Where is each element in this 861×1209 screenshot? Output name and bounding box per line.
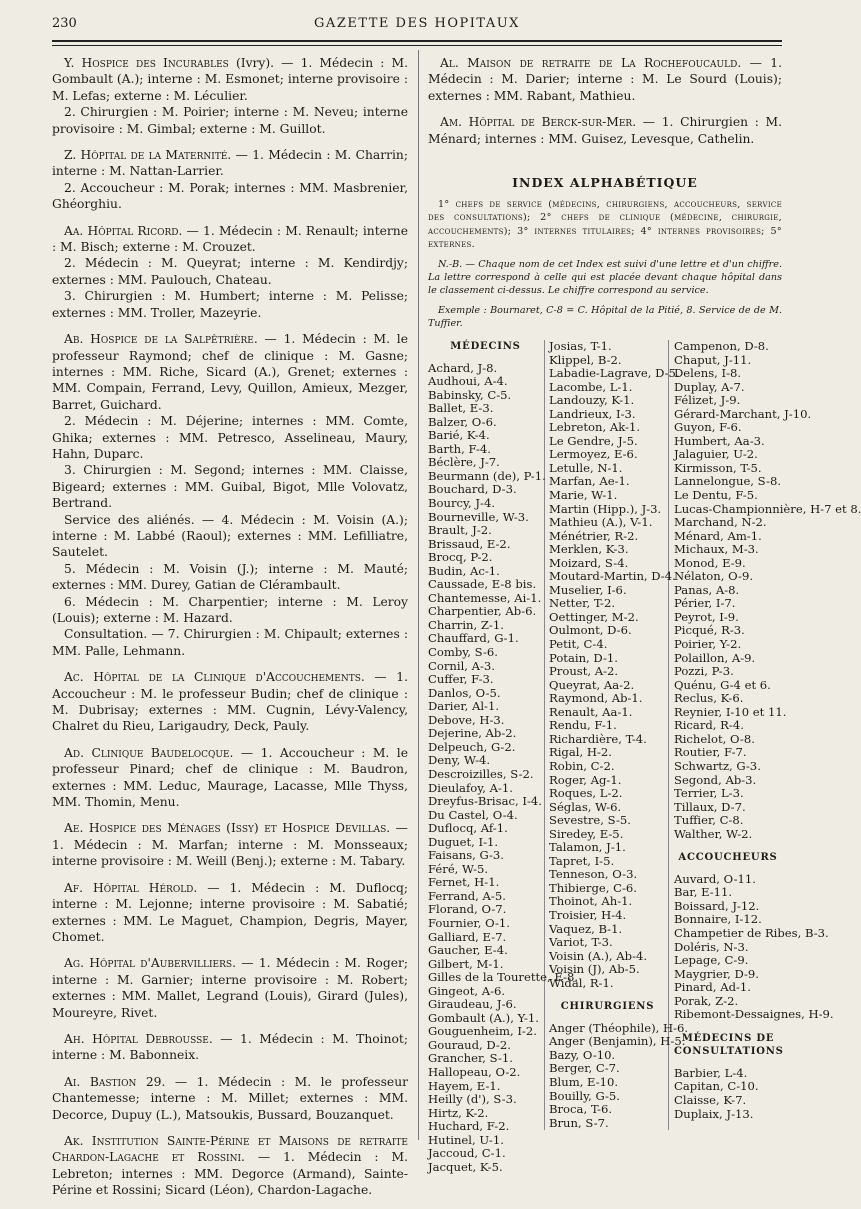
index-entry: Porak, Z-2. [674, 993, 739, 1008]
index-entry: Charrin, Z-1. [428, 617, 504, 632]
index-entry: Bazy, O-10. [549, 1047, 616, 1062]
index-entry: Renault, Aa-1. [549, 704, 633, 719]
index-entry: Duguet, I-1. [428, 834, 499, 849]
index-entry: Tuffier, C-8. [674, 813, 744, 828]
service-entry: Consultation. — 7. Chirurgien : M. Chipault; externes : MM. Palle, Lehmann. [52, 627, 408, 658]
index-entry: Tenneson, O-3. [549, 867, 638, 882]
index-entry: Muselier, I-6. [549, 582, 627, 597]
hospital-staff: . — 1. Médecin : M. le professeur Raymond; chef de clinique : M. Gasne; internes : MM. Riche, Sicard (A.), Grenet; externes : MM. Compain, Ferrand, Levy, Quillon, Amieux, Mezger, Barret, Guichard. [52, 332, 408, 412]
index-entry: Brun, S-7. [549, 1115, 609, 1130]
hospital-entry [52, 1133, 408, 1199]
index-entry: Gaucher, E-4. [428, 943, 508, 958]
index-entry: Labadie-Lagrave, D-5. [549, 366, 680, 381]
index-entry: Lepage, C-9. [674, 953, 749, 968]
index-entry: Richelot, O-8. [674, 731, 755, 746]
index-entry: Ménard, Am-1. [674, 528, 762, 543]
index-entry: Béclère, J-7. [428, 455, 500, 470]
index-entry: Brault, J-2. [428, 523, 492, 538]
index-entry: Deny, W-4. [428, 753, 491, 768]
index-entry: Panas, A-8. [674, 582, 740, 597]
index-entry: Routier, F-7. [674, 745, 747, 760]
index-entry: Duplaix, J-13. [674, 1106, 754, 1121]
index-entry: Jalaguier, U-2. [674, 447, 758, 462]
index-entry: Du Castel, O-4. [428, 807, 518, 822]
hospital-entry [52, 745, 408, 811]
index-entry: Cornil, A-3. [428, 658, 495, 673]
index-entry: Lannelongue, S-8. [674, 474, 782, 489]
index-entry: Fournier, O-1. [428, 915, 510, 930]
hospital-staff: . — 1. Médecin : M. Marfan; interne : M. Monsseaux; interne provisoire : M. Weill (Benj.); externe : M. Tabary. [52, 821, 408, 869]
index-entry: Fernet, H-1. [428, 875, 500, 890]
index-entry: Cuffer, F-3. [428, 672, 494, 687]
hospital-name: Institution Sainte-Périne et Maisons de retraite Chardon-Lagache et Rossini [52, 1133, 408, 1165]
index-entry: Polaillon, A-9. [674, 650, 756, 665]
header-rule-thick [52, 40, 782, 42]
index-entry: Huchard, F-2. [428, 1119, 510, 1134]
index-entry: Peyrot, I-9. [674, 609, 739, 624]
hospital-name: Hospice des Incurables [81, 56, 229, 70]
index-entry: Walther, W-2. [674, 826, 753, 841]
index-entry: Gilbert, M-1. [428, 956, 504, 971]
hospital-staff: . — 1. Médecin : M. Duflocq; interne : M. Lejonne; interne provisoire : M. Sabatié; externes : MM. Le Maguet, Champion, Degris, Mayer, Chomet. [52, 880, 409, 944]
index-entry: Voisin (J), Ab-5. [549, 962, 640, 977]
index-entry: Gingeot, A-6. [428, 983, 506, 998]
index-entry: Chauffard, G-1. [428, 631, 519, 646]
index-entry: Talamon, J-1. [549, 840, 626, 855]
index-entry: Letulle, N-1. [549, 460, 623, 475]
index-entry: Doléris, N-3. [674, 939, 749, 954]
hospital-name: Bastion 29 [89, 1074, 162, 1089]
index-entry: Reclus, K-6. [674, 691, 744, 706]
hospital-name: Hôpital Ricord [87, 223, 179, 238]
index-entry: Comby, S-6. [428, 645, 498, 660]
index-entry: Hutinel, U-1. [428, 1132, 504, 1147]
index-entry: Vaquez, B-1. [549, 921, 623, 936]
index-entry: Boissard, J-12. [674, 898, 760, 913]
index-entry: Duflocq, Af-1. [428, 821, 508, 836]
index-entry: Humbert, Aa-3. [674, 433, 765, 448]
index-entry: Picqué, R-3. [674, 623, 745, 638]
hospital-code: Ag. [64, 956, 90, 971]
hospital-code: Y. [64, 56, 82, 70]
index-column-3 [674, 339, 861, 1121]
hospital-code: Ac. [64, 670, 94, 685]
index-entry: Robin, C-2. [549, 758, 615, 773]
index-entry: Danlos, O-5. [428, 685, 501, 700]
index-entry: Rigal, H-2. [549, 745, 612, 760]
index-entry: Dieulafoy, A-1. [428, 780, 513, 795]
hospital-entry [52, 880, 408, 946]
index-entry: Gouguenheim, I-2. [428, 1024, 537, 1039]
index-entry: Marchand, N-2. [674, 515, 767, 530]
index-entry: Merklen, K-3. [549, 542, 629, 557]
index-category-heading: MÉDECINS DE CONSULTATIONS [674, 1032, 784, 1058]
hospital-code: Af. [64, 880, 94, 895]
header-rule-thin [52, 45, 782, 46]
index-entry: Broca, T-6. [549, 1102, 613, 1117]
index-entry: Babinsky, C-5. [428, 387, 512, 402]
index-entry: Lucas-Championnière, H-7 et 8. [674, 501, 861, 516]
hospital-name: Clinique Baudelocque [91, 745, 230, 760]
index-entry: Féré, W-5. [428, 861, 489, 876]
index-entry: Faisans, G-3. [428, 848, 504, 863]
index-entry: Bar, E-11. [674, 885, 733, 900]
index-entry: Reynier, I-10 et 11. [674, 704, 787, 719]
hospital-code: Ae. [64, 821, 89, 836]
hospital-name: Hospice de la Salpêtrière [90, 332, 254, 347]
index-entry: Michaux, M-3. [674, 542, 759, 557]
index-entry: Jaccoud, C-1. [428, 1146, 506, 1161]
hospital-code: Ah. [64, 1031, 93, 1046]
hospital-entry [52, 223, 408, 256]
index-entry: Campenon, D-8. [674, 339, 769, 353]
index-entry: Widal, R-1. [549, 975, 614, 990]
index-entry: Terrier, L-3. [674, 786, 744, 801]
index-entry: Le Gendre, J-5. [549, 433, 638, 448]
index-entry: Ferrand, A-5. [428, 888, 506, 903]
index-entry: Darier, Al-1. [428, 699, 500, 714]
index-entry: Poirier, Y-2. [674, 637, 742, 652]
index-entry: Raymond, Ab-1. [549, 691, 643, 706]
hospital-code: Aa. [64, 223, 88, 238]
running-title: GAZETTE DES HOPITAUX [314, 16, 520, 31]
index-entry: Bouilly, G-5. [549, 1088, 620, 1103]
index-entry: Monod, E-9. [674, 555, 746, 570]
index-entry: Lebreton, Ak-1. [549, 420, 641, 435]
index-entry: Netter, T-2. [549, 596, 616, 611]
index-entry: Brissaud, E-2. [428, 536, 511, 551]
index-entry: Delpeuch, G-2. [428, 739, 516, 754]
index-entry: Dejerine, Ab-2. [428, 726, 517, 741]
index-entry: Roques, L-2. [549, 786, 623, 801]
index-intro [428, 198, 782, 337]
index-entry: Ballet, E-3. [428, 401, 494, 416]
hospital-staff: . — 1. Médecin : M. le professeur Chantemesse; interne : M. Millet; externes : MM. Decorce, Dupuy (L.), Matsoukis, Bussard, Bouzanquet. [52, 1074, 408, 1122]
index-entry: Josias, T-1. [549, 339, 612, 353]
hospital-code: Ab. [64, 332, 91, 347]
index-title: INDEX ALPHABÉTIQUE [512, 175, 698, 190]
service-entry: 5. Médecin : M. Voisin (J.); interne : M. Mauté; externes : MM. Durey, Gatian de Clérambault. [52, 561, 408, 593]
column-divider [418, 50, 419, 1140]
index-entry: Lacombe, L-1. [549, 379, 633, 394]
index-entry: Galliard, E-7. [428, 929, 507, 944]
index-entry: Richardière, T-4. [549, 731, 647, 746]
service-entry: 2. Accoucheur : M. Porak; internes : MM. Masbrenier, Ghéorghiu. [52, 180, 408, 212]
index-entry: Claisse, K-7. [674, 1092, 747, 1107]
index-entry: Roger, Ag-1. [549, 772, 622, 787]
hospital-code: Ai. [64, 1074, 90, 1089]
hospital-name: Hôpital de la Clinique d'Accouchements [93, 670, 361, 685]
index-entry: Chantemesse, Ai-1. [428, 590, 542, 605]
index-entry: Sevestre, S-5. [549, 813, 631, 828]
index-entry: Thibierge, C-6. [549, 880, 637, 895]
hospital-name: Hospice des Ménages (Issy) et Hospice Devillas [88, 821, 387, 836]
index-entry: Hayem, E-1. [428, 1078, 501, 1093]
index-entry: Pozzi, P-3. [674, 664, 734, 679]
index-note: N.-B. — Chaque nom de cet Index est suivi d'une lettre et d'un chiffre. La lettre correspond à celle qui est placée devant chaque hôpital dans le classement ci-dessus. Le chiffre correspond au service. [428, 258, 782, 297]
page-header [52, 14, 782, 40]
index-entry: Descroizilles, S-2. [428, 766, 534, 781]
index-entry: Le Dentu, F-5. [674, 488, 758, 503]
hospital-name: Hôpital d'Aubervilliers [89, 956, 233, 971]
right-column-top [428, 55, 782, 157]
service-entry: 2. Chirurgien : M. Poirier; interne : M. Neveu; interne provisoire : M. Gimbal; externe : M. Guillot. [52, 105, 408, 136]
index-entry: Maygrier, D-9. [674, 966, 759, 981]
hospital-entry [428, 114, 782, 147]
index-entry: Guyon, F-6. [674, 420, 742, 435]
hospital-code: Al. [440, 56, 468, 70]
hospital-entry [52, 820, 408, 869]
hospital-name: Maison de retraite de La Rochefoucauld [467, 56, 738, 70]
index-entry: Ménétrier, R-2. [549, 528, 639, 543]
index-entry: Marie, W-1. [549, 488, 618, 503]
index-entry: Beurmann (de), P-1. [428, 468, 546, 483]
index-entry: Klippel, B-2. [549, 352, 622, 367]
hospital-staff: (Ivry). — 1. Médecin : M. Gombault (A.); interne : M. Esmonet; interne provisoire : M. Lefas; externe : M. Léculier. [52, 56, 408, 103]
index-entry: Oettinger, M-2. [549, 609, 639, 624]
page-number: 230 [52, 16, 77, 31]
index-entry: Delens, I-8. [674, 366, 742, 381]
service-entry: 2. Médecin : M. Queyrat; interne : M. Kendirdjy; externes : MM. Paulouch, Chateau. [52, 256, 408, 287]
hospital-name: Hôpital de Berck-sur-Mer [468, 115, 633, 130]
index-entry: Petit, C-4. [549, 637, 608, 652]
hospital-entry [52, 1074, 408, 1123]
hospital-name: Hôpital Debrousse [92, 1031, 209, 1046]
hospital-entry [52, 55, 408, 104]
index-entry: Rendu, F-1. [549, 718, 617, 733]
index-entry: Potain, D-1. [549, 650, 618, 665]
index-entry: Périer, I-7. [674, 596, 736, 611]
index-entry: Debove, H-3. [428, 712, 505, 727]
index-entry: Budin, Ac-1. [428, 563, 500, 578]
index-entry: Variot, T-3. [549, 935, 613, 950]
index-entry: Chaput, J-11. [674, 352, 752, 367]
index-entry: Thoinot, Ah-1. [549, 894, 633, 909]
index-legend: 1° chefs de service (médecins, chirurgiens, accoucheurs, service des consultations); 2° chefs de clinique (médecine, chirurgie, accouchements); 3° internes titulaires; 4° internes provisoires; 5° externes. [428, 199, 782, 251]
hospital-entry [52, 955, 408, 1021]
index-entry: Florand, O-7. [428, 902, 507, 917]
index-column-2 [549, 339, 689, 1130]
hospital-staff: . — 1. Médecin : M. Lebreton; internes : MM. Degorce (Armand), Sainte-Périne et Rossini; Sicard (Léon), Chardon-Lagache. [52, 1150, 408, 1198]
index-entry: Tillaux, D-7. [674, 799, 746, 814]
index-entry: Voisin (A.), Ab-4. [549, 948, 648, 963]
index-entry: Blum, E-10. [549, 1074, 619, 1089]
index-entry: Brocq, P-2. [428, 550, 493, 565]
hospital-entry [52, 1031, 408, 1064]
hospital-entry [52, 331, 408, 413]
index-entry: Landrieux, I-3. [549, 406, 636, 421]
index-entry: Mathieu (A.), V-1. [549, 515, 653, 530]
index-entry: Gouraud, D-2. [428, 1037, 511, 1052]
index-entry: Capitan, C-10. [674, 1079, 759, 1094]
index-entry: Berger, C-7. [549, 1061, 620, 1076]
index-entry: Bouchard, D-3. [428, 482, 517, 497]
index-entry: Bourneville, W-3. [428, 509, 529, 524]
hospital-staff: . — 1. Accoucheur : M. le professeur Pinard; chef de clinique : M. Baudron, externes : MM. Leduc, Maurage, Lacasse, Mlle Thyss, MM. Thomin, Menu. [52, 745, 409, 810]
index-entry: Schwartz, G-3. [674, 758, 761, 773]
index-entry: Bonnaire, I-12. [674, 912, 762, 927]
hospital-code: Am. [440, 115, 469, 130]
hospital-code: Ad. [64, 745, 92, 760]
index-entry: Hallopeau, O-2. [428, 1064, 521, 1079]
index-entry: Quénu, G-4 et 6. [674, 677, 771, 692]
hospital-code: Ak. [64, 1133, 92, 1148]
service-entry: 3. Chirurgien : M. Humbert; interne : M. Pelisse; externes : MM. Troller, Mazeyrie. [52, 289, 408, 320]
left-column [52, 55, 408, 1209]
hospital-entry [52, 147, 408, 180]
hospital-staff: . — 1. Médecin : M. Charrin; interne : M. Nattan-Larrier. [52, 148, 408, 179]
index-entry: Moutard-Martin, D-4. [549, 569, 676, 584]
index-entry: Charpentier, Ab-6. [428, 604, 537, 619]
index-entry: Achard, J-8. [428, 360, 498, 375]
index-entry: Tapret, I-5. [549, 853, 615, 868]
hospital-staff: . — 1. Chirurgien : M. Ménard; internes : MM. Guisez, Levesque, Cathelin. [428, 115, 782, 146]
index-entry: Moizard, S-4. [549, 555, 629, 570]
index-entry: Troisier, H-4. [549, 907, 627, 922]
index-entry: Dreyfus-Brisac, I-4. [428, 794, 542, 809]
index-entry: Nélaton, O-9. [674, 569, 754, 584]
index-entry: Séglas, W-6. [549, 799, 622, 814]
index-entry: Barbier, L-4. [674, 1065, 748, 1080]
index-entry: Martin (Hipp.), J-3. [549, 501, 662, 516]
index-entry: Grancher, S-1. [428, 1051, 513, 1066]
index-entry: Queyrat, Aa-2. [549, 677, 635, 692]
index-entry: Balzer, O-6. [428, 414, 497, 429]
hospital-entry [428, 55, 782, 104]
index-entry: Bourcy, J-4. [428, 496, 496, 511]
index-column-separator [668, 340, 669, 1130]
hospital-staff: . — 1. Médecin : M. Roger; interne : M. Garnier; interne provisoire : M. Robert; externes : MM. Mallet, Legrand (Louis), Girard (Jules), Moureyre, Rivet. [52, 956, 409, 1020]
index-entry: Heilly (d'), S-3. [428, 1092, 517, 1107]
hospital-staff: . — 1. Médecin : M. Thoinot; interne : M. Babonneix. [52, 1031, 408, 1063]
index-category-heading: MÉDECINS [450, 341, 521, 352]
index-entry: Gilles de la Tourette, E-8. [428, 970, 579, 985]
index-entry: Caussade, E-8 bis. [428, 577, 537, 592]
index-entry: Anger (Théophile), H-6. [549, 1020, 689, 1035]
index-entry: Jacquet, K-5. [428, 1159, 503, 1174]
index-entry: Auvard, O-11. [674, 871, 756, 886]
hospital-name: Hôpital de la Maternité [80, 148, 228, 163]
hospital-entry [52, 669, 408, 735]
index-entry: Gombault (A.), Y-1. [428, 1010, 539, 1025]
index-entry: Marfan, Ae-1. [549, 474, 630, 489]
index-column-separator [544, 340, 545, 1130]
index-entry: Siredey, E-5. [549, 826, 624, 841]
index-category-heading: ACCOUCHEURS [678, 852, 778, 864]
index-entry: Pinard, Ad-1. [674, 980, 751, 995]
index-entry: Proust, A-2. [549, 664, 619, 679]
index-entry: Segond, Ab-3. [674, 772, 757, 787]
index-entry: Barth, F-4. [428, 441, 491, 456]
index-entry: Lermoyez, E-6. [549, 447, 638, 462]
hospital-staff: . — 1. Médecin : M. Darier; interne : M. Le Sourd (Louis); externes : MM. Rabant, Mathieu. [428, 56, 782, 103]
index-entry: Giraudeau, J-6. [428, 997, 517, 1012]
hospital-staff: . — 1. Accoucheur : M. le professeur Budin; chef de clinique : M. Dubrisay; externes : MM. Cugnin, Lévy-Valency, Chalret du Rieu, Larigaudry, Deck, Pauly. [52, 670, 408, 734]
hospital-code: Z. [64, 148, 81, 163]
index-entry: Landouzy, K-1. [549, 393, 635, 408]
index-entry: Duplay, A-7. [674, 379, 745, 394]
service-entry: 3. Chirurgien : M. Segond; internes : MM. Claisse, Bigeard; externes : MM. Guibal, Bigot, Mlle Volovatz, Bertrand. [52, 463, 408, 511]
service-entry: 6. Médecin : M. Charpentier; interne : M. Leroy (Louis); externe : M. Hazard. [52, 594, 408, 625]
index-example: Exemple : Bournaret, C-8 = C. Hôpital de la Pitié, 8. Service de de M. Tuffier. [428, 304, 782, 330]
service-entry: 2. Médecin : M. Déjerine; internes : MM. Comte, Ghika; externes : MM. Petresco, Asselineau, Maury, Hahn, Duparc. [52, 414, 408, 461]
index-entry: Ricard, R-4. [674, 718, 744, 733]
hospital-name: Hôpital Hérold [93, 880, 194, 895]
hospital-staff: . — 1. Médecin : M. Renault; interne : M. Bisch; externe : M. Crouzet. [52, 223, 408, 255]
index-entry: Gérard-Marchant, J-10. [674, 406, 812, 421]
index-category-heading: CHIRURGIENS [560, 1001, 655, 1013]
service-entry: Service des aliénés. — 4. Médecin : M. Voisin (A.); interne : M. Labbé (Raoul); externes : MM. Lefilliatre, Sautelet. [52, 512, 408, 560]
index-entry: Kirmisson, T-5. [674, 460, 762, 475]
index-entry: Barié, K-4. [428, 428, 490, 443]
index-entry: Champetier de Ribes, B-3. [674, 925, 829, 940]
index-entry: Félizet, J-9. [674, 393, 741, 408]
index-entry: Hirtz, K-2. [428, 1105, 489, 1120]
index-entry: Audhoui, A-4. [428, 374, 508, 389]
index-entry: Ribemont-Dessaignes, H-9. [674, 1007, 834, 1022]
index-entry: Oulmont, D-6. [549, 623, 632, 638]
index-entry: Anger (Benjamin), H-5. [549, 1034, 686, 1049]
